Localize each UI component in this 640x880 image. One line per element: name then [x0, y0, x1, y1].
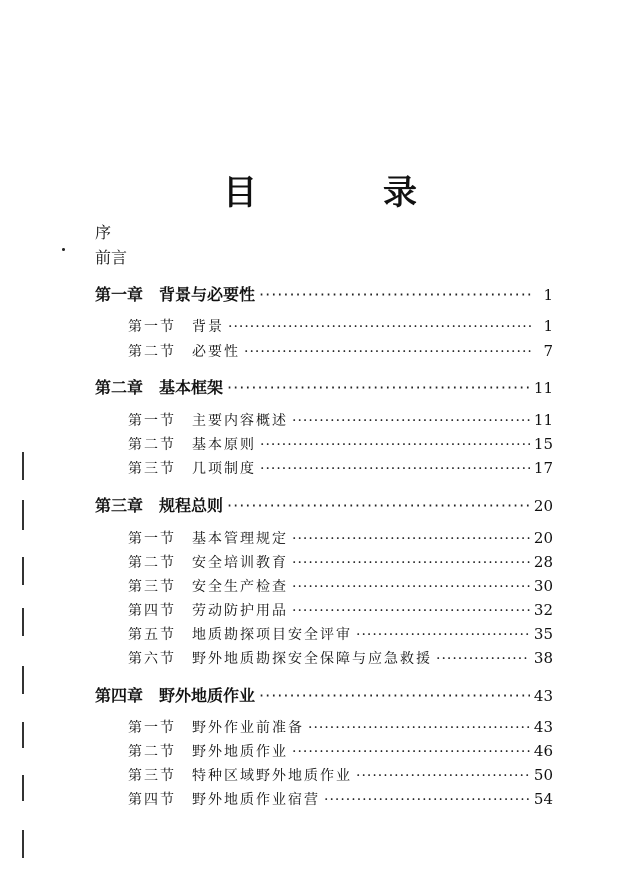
section-title: 主要内容概述	[192, 413, 288, 429]
page-number: 28	[533, 553, 553, 571]
dot-leader	[227, 496, 530, 515]
chapter-title: 背景与必要性	[159, 285, 256, 304]
section-number: 第一节	[128, 720, 176, 736]
section-number: 第三节	[128, 768, 176, 784]
section-number: 第六节	[128, 651, 176, 667]
chapter-title: 野外地质作业	[159, 686, 256, 705]
section-number: 第四节	[128, 792, 176, 808]
section-number: 第一节	[128, 531, 176, 547]
toc-section	[128, 624, 553, 644]
section-title: 野外地质勘探安全保障与应急救援	[192, 651, 432, 667]
section-title: 几项制度	[192, 461, 256, 477]
dot-leader	[308, 720, 530, 736]
page-number: 46	[533, 742, 553, 760]
dot-leader	[436, 651, 530, 667]
dot-leader	[356, 627, 530, 643]
margin-mark	[22, 608, 24, 636]
margin-mark	[22, 830, 24, 858]
page-number: 17	[533, 459, 553, 477]
page-number: 43	[533, 718, 553, 736]
section-title: 野外地质作业宿营	[192, 792, 320, 808]
toc-section	[128, 576, 553, 596]
page-number: 7	[543, 342, 553, 360]
section-title: 劳动防护用品	[192, 603, 288, 619]
dot-leader	[227, 378, 530, 397]
section-title: 野外作业前准备	[192, 720, 304, 736]
toc-section	[128, 410, 553, 430]
section-number: 第二节	[128, 437, 176, 453]
section-number: 第一节	[128, 319, 176, 335]
toc-section	[128, 741, 553, 761]
dot-leader	[244, 344, 531, 360]
toc-section	[128, 458, 553, 478]
margin-mark	[22, 452, 24, 480]
margin-mark	[22, 775, 24, 801]
page-number: 1	[543, 286, 553, 304]
page-number: 11	[533, 379, 553, 397]
page-number: 50	[533, 766, 553, 784]
chapter-number: 第三章	[95, 496, 144, 515]
toc-section	[128, 789, 553, 809]
section-number: 第三节	[128, 461, 176, 477]
toc-chapter-4	[95, 683, 553, 706]
page-title: 目 录	[223, 173, 463, 213]
toc-section	[128, 765, 553, 785]
margin-mark	[22, 557, 24, 585]
dot-leader	[292, 603, 530, 619]
page-number: 32	[533, 601, 553, 619]
section-title: 背景	[192, 319, 224, 335]
margin-mark	[22, 500, 24, 530]
dot-leader	[324, 792, 530, 808]
dot-leader	[292, 555, 530, 571]
toc-chapter-1	[95, 282, 553, 305]
toc-section	[128, 552, 553, 572]
dot-leader	[356, 768, 530, 784]
dot-leader	[292, 531, 530, 547]
section-title: 基本管理规定	[192, 531, 288, 547]
toc-chapter-3	[95, 493, 553, 516]
chapter-number: 第一章	[95, 285, 144, 304]
section-title: 安全培训教育	[192, 555, 288, 571]
margin-mark	[22, 722, 24, 748]
page-number: 11	[533, 411, 553, 429]
page-number: 1	[543, 317, 553, 335]
chapter-title: 基本框架	[159, 378, 224, 397]
dot-leader	[292, 744, 530, 760]
page-number: 30	[533, 577, 553, 595]
page-number: 20	[533, 497, 553, 515]
toc-section	[128, 600, 553, 620]
section-number: 第三节	[128, 579, 176, 595]
page-number: 35	[533, 625, 553, 643]
chapter-title: 规程总则	[159, 496, 224, 515]
section-title: 安全生产检查	[192, 579, 288, 595]
section-title: 野外地质作业	[192, 744, 288, 760]
toc-section	[128, 316, 553, 336]
page-number: 54	[533, 790, 553, 808]
section-title: 必要性	[192, 344, 240, 360]
toc-section	[128, 341, 553, 361]
toc-section	[128, 528, 553, 548]
margin-mark	[22, 666, 24, 694]
toc-section	[128, 648, 553, 668]
dot-leader	[228, 319, 531, 335]
page-number: 20	[533, 529, 553, 547]
toc-section	[128, 717, 553, 737]
section-number: 第二节	[128, 744, 176, 760]
toc-section	[128, 434, 553, 454]
front-matter-foreword: 前言	[95, 248, 128, 267]
dot-leader	[292, 579, 530, 595]
dot-leader	[292, 413, 530, 429]
section-number: 第二节	[128, 344, 176, 360]
toc-chapter-2	[95, 375, 553, 398]
dot-leader	[259, 285, 531, 304]
dot-leader	[260, 437, 530, 453]
chapter-number: 第二章	[95, 378, 144, 397]
section-title: 地质勘探项目安全评审	[192, 627, 352, 643]
scan-speck	[62, 248, 65, 251]
page-number: 38	[533, 649, 553, 667]
section-title: 基本原则	[192, 437, 256, 453]
chapter-number: 第四章	[95, 686, 144, 705]
page-number: 43	[533, 687, 553, 705]
page-number: 15	[533, 435, 553, 453]
section-number: 第二节	[128, 555, 176, 571]
dot-leader	[259, 686, 530, 705]
section-number: 第五节	[128, 627, 176, 643]
dot-leader	[260, 461, 530, 477]
section-number: 第一节	[128, 413, 176, 429]
section-title: 特种区域野外地质作业	[192, 768, 352, 784]
section-number: 第四节	[128, 603, 176, 619]
front-matter-preface: 序	[95, 223, 112, 242]
